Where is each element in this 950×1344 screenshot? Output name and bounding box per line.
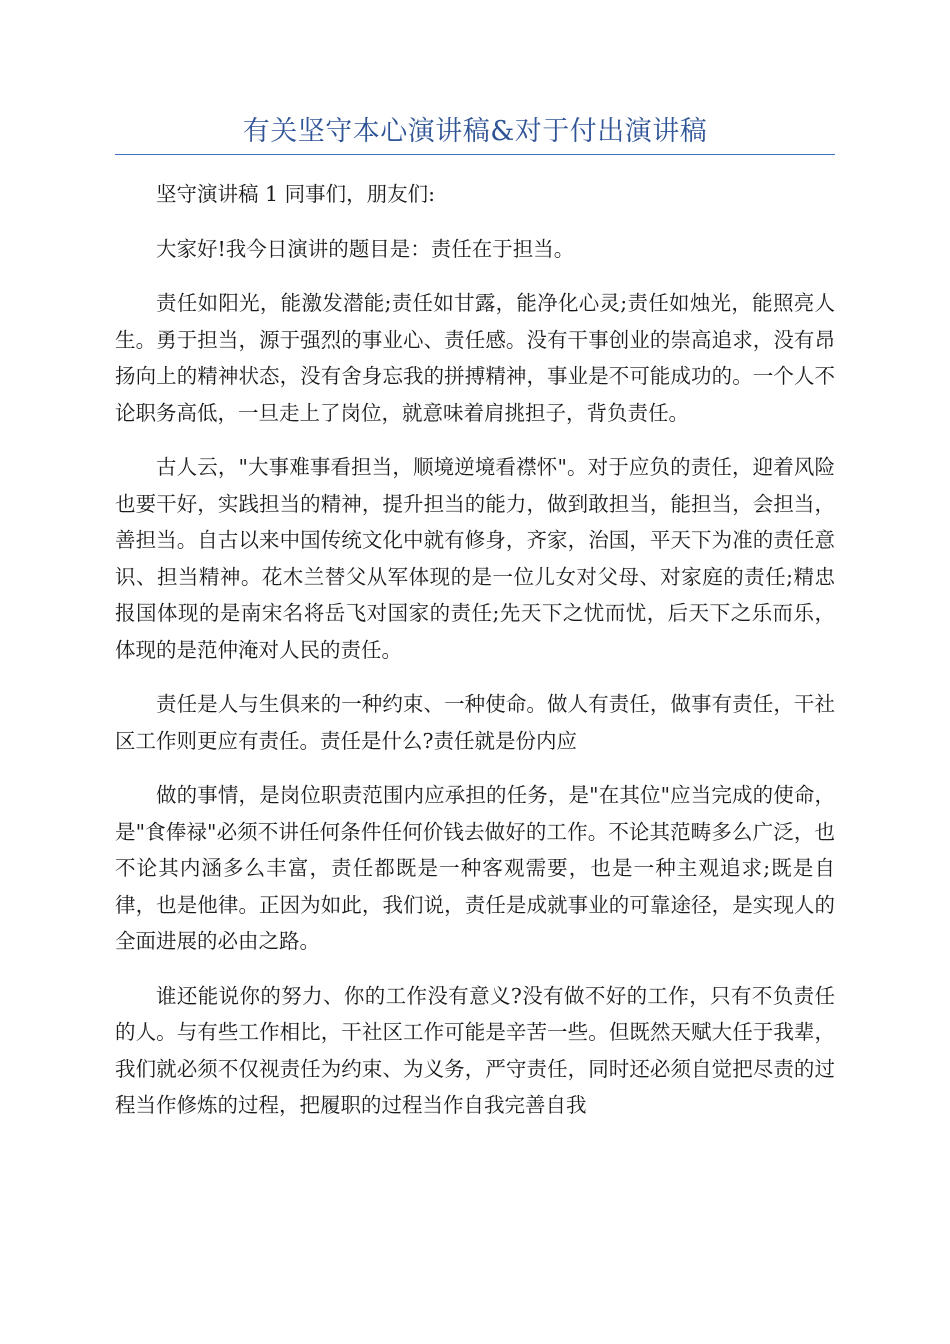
- document-title: 有关坚守本心演讲稿&对于付出演讲稿: [242, 116, 708, 147]
- paragraph: 大家好!我今日演讲的题目是：责任在于担当。: [156, 236, 575, 261]
- document-body: [115, 176, 835, 1142]
- title-underline: [115, 154, 835, 155]
- paragraph: 坚守演讲稿 1 同事们，朋友们:: [156, 182, 435, 206]
- paragraph: 谁还能说你的努力、你的工作没有意义?没有做不好的工作，只有不负责任的人。与有些工作相比，干社区工作可能是辛苦一些。但既然天赋大任于我辈，我们就必须不仅视责任为约束、为义务，严守责任，同时还必须自觉把尽责的过程当作修炼的过程，把履职的过程当作自我完善自我: [115, 983, 835, 1117]
- paragraph: 古人云，"大事难事看担当，顺境逆境看襟怀"。对于应负的责任，迎着风险也要干好，实践担当的精神，提升担当的能力，做到敢担当，能担当，会担当，善担当。自古以来中国传统文化中就有修身，齐家，治国，平天下为准的责任意识、担当精神。花木兰替父从军体现的是一位儿女对父母、对家庭的责任;精忠报国体现的是南宋名将岳飞对国家的责任;先天下之忧而忧，后天下之乐而乐，体现的是范仲淹对人民的责任。: [115, 455, 835, 662]
- paragraph: 责任如阳光，能激发潜能;责任如甘露，能净化心灵;责任如烛光，能照亮人生。勇于担当，源于强烈的事业心、责任感。没有干事创业的崇高追求，没有昂扬向上的精神状态，没有舍身忘我的拼搏精神，事业是不可能成功的。一个人不论职务高低，一旦走上了岗位，就意味着肩挑担子，背负责任。: [115, 291, 835, 425]
- paragraph: 责任是人与生俱来的一种约束、一种使命。做人有责任，做事有责任，干社区工作则更应有责任。责任是什么?责任就是份内应: [115, 692, 835, 753]
- paragraph: 做的事情，是岗位职责范围内应承担的任务，是"在其位"应当完成的使命，是"食俸禄"必须不讲任何条件任何价钱去做好的工作。不论其范畴多么广泛，也不论其内涵多么丰富，责任都既是一种客观需要，也是一种主观追求;既是自律，也是他律。正因为如此，我们说，责任是成就事业的可靠途径，是实现人的全面进展的必由之路。: [115, 783, 835, 953]
